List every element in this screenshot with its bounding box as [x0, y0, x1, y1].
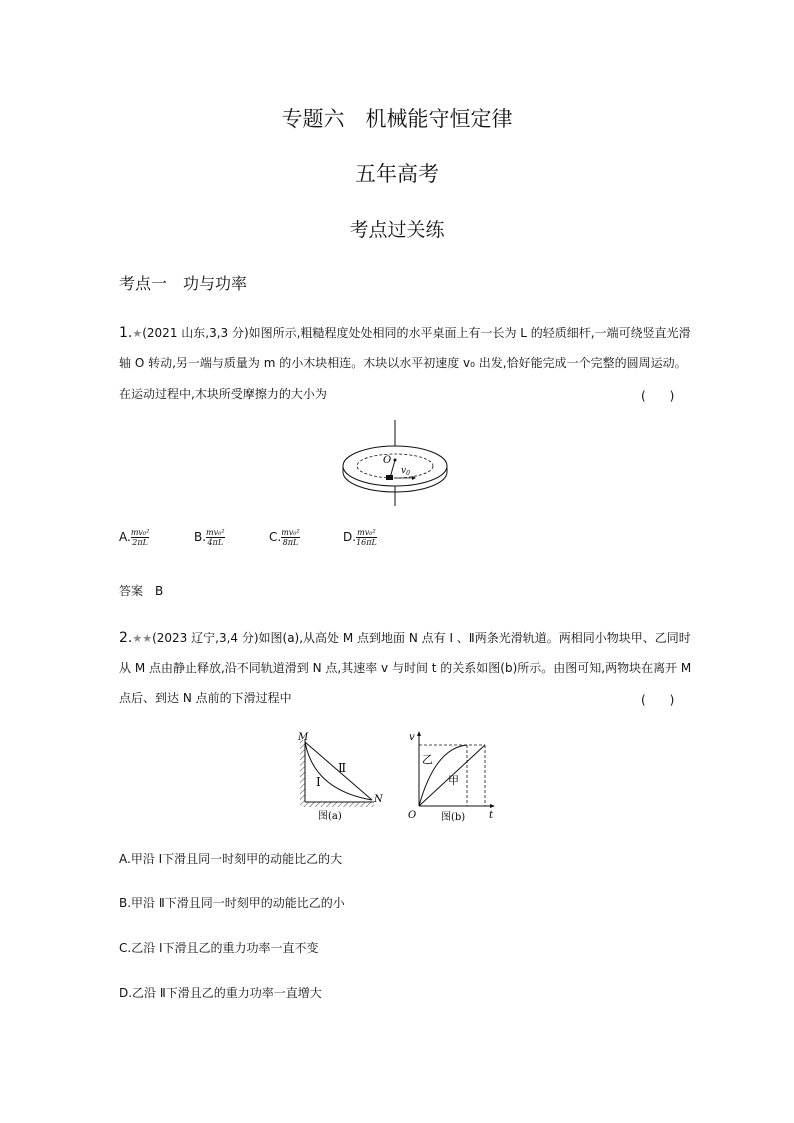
- page-subsubtitle: 考点过关练: [349, 219, 445, 241]
- fraction: $\frac{\text{mv₀²}}{4\pi L}$: [206, 528, 225, 547]
- q2-line3: 点后、到达 N 点前的下滑过程中: [119, 691, 292, 705]
- label-jia: 甲: [448, 774, 459, 787]
- q1-line3: 在运动过程中,木块所受摩擦力的大小为: [119, 387, 327, 401]
- q2-option-c[interactable]: C.乙沿 Ⅰ下滑且乙的重力功率一直不变: [119, 941, 319, 955]
- q2-text-1: (2023 辽宁,3,4 分)如图(a),从高处 M 点到地面 N 点有 Ⅰ 、Ⅱ两条光滑轨道。两相同小物块甲、乙同时: [152, 631, 691, 645]
- q2-figure-b: [405, 728, 505, 824]
- q1-option-b[interactable]: [194, 528, 225, 547]
- label-yi: 乙: [422, 753, 433, 766]
- t-axis-arrow: [490, 804, 495, 808]
- option-letter: C.: [269, 530, 282, 544]
- q2-option-a[interactable]: A.甲沿 Ⅰ下滑且同一时刻甲的动能比乙的大: [119, 852, 343, 866]
- option-letter: B.: [194, 530, 207, 544]
- label-o: O: [383, 455, 392, 466]
- pivot-o: [394, 459, 397, 462]
- q2-figure-a: [292, 728, 390, 824]
- option-letter: D.: [343, 530, 357, 544]
- q1-answer-paren: ( ): [641, 389, 675, 403]
- q2-line2: 从 M 点由静止释放,沿不同轨道滑到 N 点,其速率 v 与时间 t 的关系如图(b)所示。由图可知,两物块在离开 M: [119, 661, 692, 675]
- q1-answer: 答案 B: [119, 584, 164, 598]
- fraction: $\frac{\text{mv₀²}}{2\pi L}$: [130, 528, 150, 547]
- fraction: $\frac{\text{mv₀²}}{16\pi L}$: [356, 528, 377, 547]
- label-v: v: [409, 732, 415, 743]
- q2-option-b[interactable]: B.甲沿 Ⅱ下滑且同一时刻甲的动能比乙的小: [119, 896, 345, 910]
- page-subtitle: 五年高考: [355, 162, 439, 186]
- difficulty-star-icon: ★★: [132, 632, 153, 645]
- q1-option-d[interactable]: [343, 528, 377, 547]
- label-m: M: [298, 732, 309, 743]
- q2-answer-paren: ( ): [641, 693, 675, 707]
- q1-option-c[interactable]: [269, 528, 300, 547]
- q1-option-a[interactable]: [119, 528, 149, 547]
- caption-a: 图(a): [318, 811, 342, 822]
- q1-number: 1.: [119, 325, 133, 341]
- caption-b: 图(b): [441, 812, 466, 823]
- wood-block: [386, 475, 393, 480]
- q1-line2: 轴 O 转动,另一端与质量为 m 的小木块相连。木块以水平初速度 v₀ 出发,恰好能完成一个完整的圆周运动。: [119, 356, 687, 370]
- q2-number: 2.: [119, 630, 133, 646]
- label-o: O: [408, 810, 417, 821]
- difficulty-star-icon: ★: [132, 327, 143, 340]
- wall-hatch: [300, 740, 305, 802]
- label-t: t: [489, 810, 494, 821]
- fraction: $\frac{\text{mv₀²}}{8\pi L}$: [281, 528, 300, 547]
- label-n: N: [374, 794, 383, 805]
- q1-figure: [340, 418, 456, 508]
- q2-option-d[interactable]: D.乙沿 Ⅱ下滑且乙的重力功率一直增大: [119, 986, 322, 1000]
- q2-line1: [119, 631, 691, 646]
- q1-line1: [119, 326, 691, 341]
- label-track-ii: Ⅱ: [338, 761, 347, 775]
- table-disc: [343, 446, 447, 486]
- label-v: $v_0$: [401, 466, 410, 477]
- ground-hatch: [300, 802, 374, 807]
- label-track-i: Ⅰ: [316, 775, 321, 789]
- page-title: 专题六 机械能守恒定律: [281, 107, 513, 131]
- option-letter: A.: [119, 530, 131, 544]
- v-axis-arrow: [417, 731, 421, 736]
- q1-text-1: (2021 山东,3,3 分)如图所示,粗糙程度处处相同的水平桌面上有一长为 L 的轻质细杆,一端可绕竖直光滑: [142, 326, 691, 340]
- section-heading: 考点一 功与功率: [119, 274, 248, 293]
